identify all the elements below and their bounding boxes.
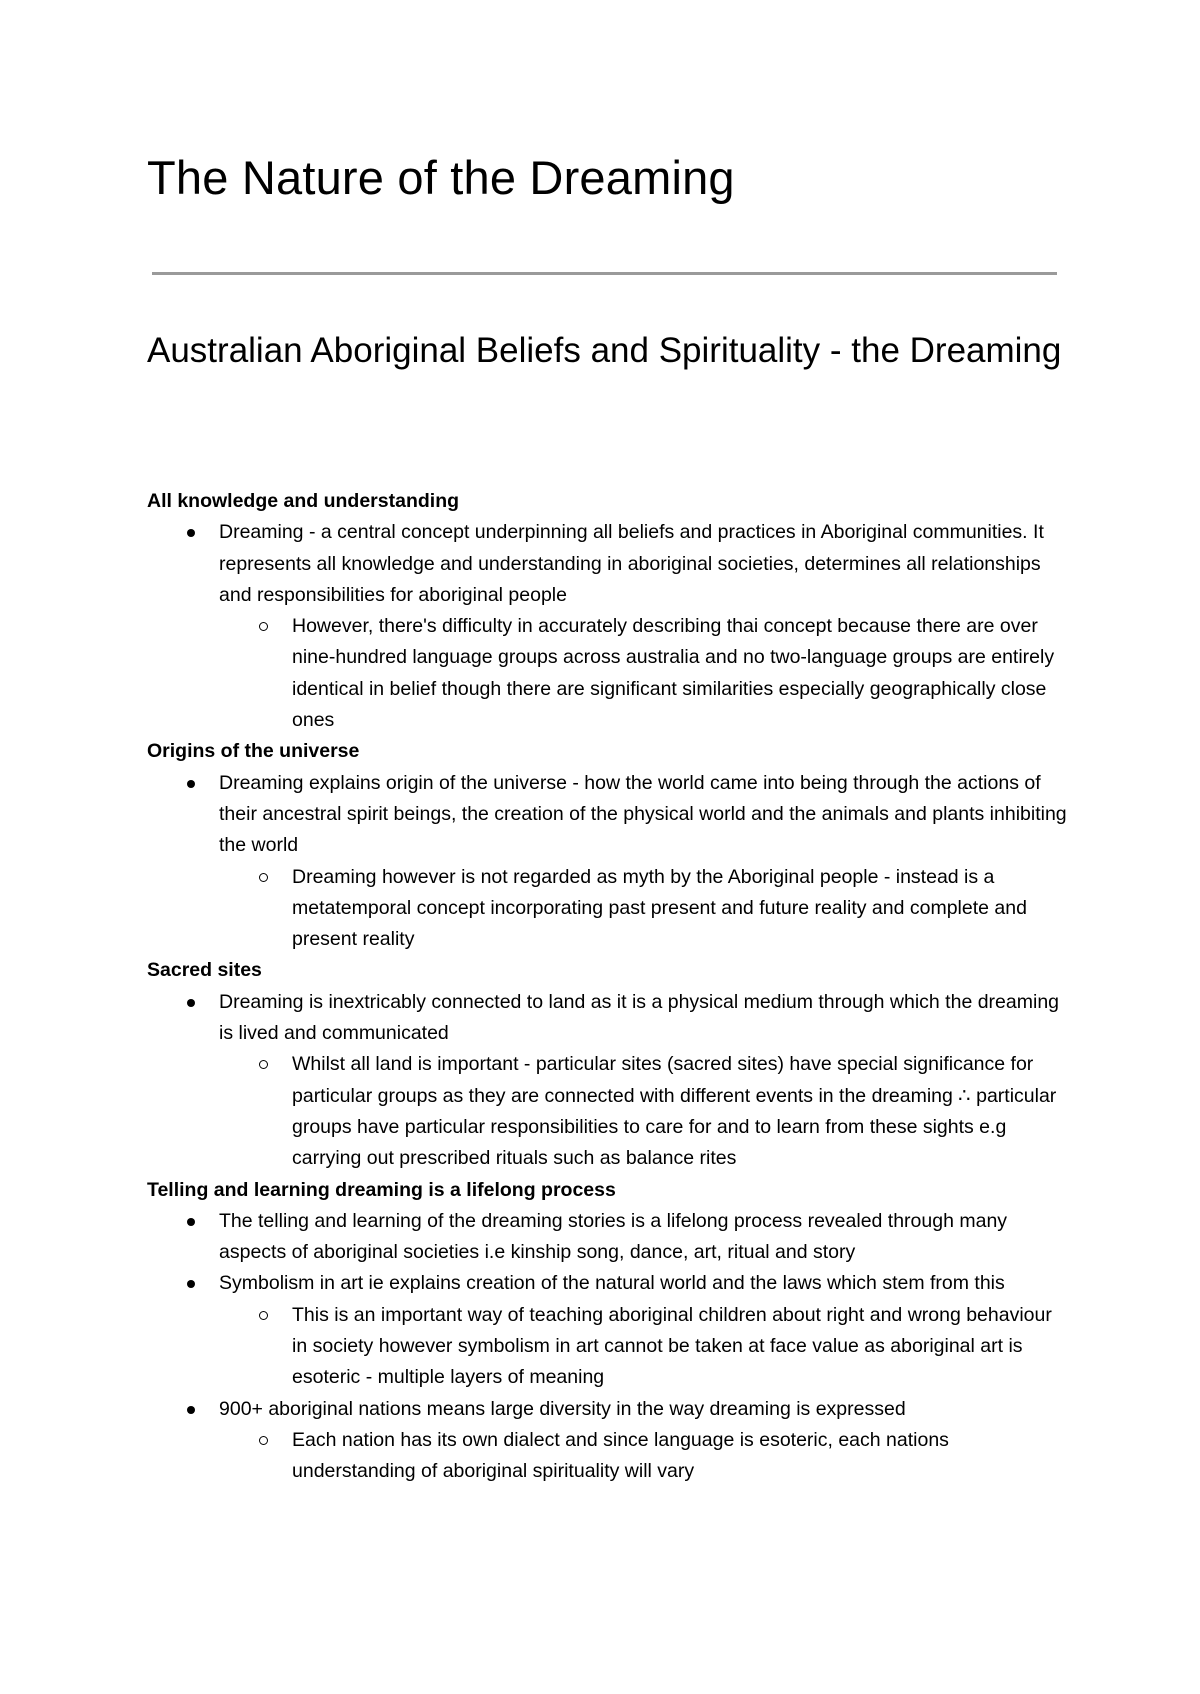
sub-list-item-text: Each nation has its own dialect and since language is esoteric, each nations understanding of aboriginal spirituality will vary: [292, 1428, 949, 1483]
sub-list-item: [292, 611, 1072, 736]
bullet-list: [147, 517, 1072, 736]
hollow-bullet-icon: [259, 622, 268, 631]
notes-body: [147, 486, 1072, 1488]
list-item: [219, 987, 1072, 1175]
bullet-list: [147, 987, 1072, 1175]
hollow-bullet-icon: [259, 1060, 268, 1069]
list-item: [219, 517, 1072, 736]
sub-list-item-text: Dreaming however is not regarded as myth by the Aboriginal people - instead is a metatemporal concept incorporating past present and future reality and complete and present reality: [292, 865, 1027, 951]
list-item: [219, 1394, 1072, 1488]
subsection-heading: Origins of the universe: [147, 740, 360, 763]
filled-bullet-icon: [187, 1280, 195, 1288]
bullet-list: [147, 1206, 1072, 1488]
list-item-text: Symbolism in art ie explains creation of the natural world and the laws which stem from this: [219, 1272, 1005, 1295]
hollow-bullet-icon: [259, 873, 268, 882]
filled-bullet-icon: [187, 529, 195, 537]
sub-list-item: [292, 1300, 1072, 1394]
sub-list-item-text: This is an important way of teaching aboriginal children about right and wrong behaviour in society however symbolism in art cannot be taken at face value as aboriginal art is esoteric - multiple layers of meaning: [292, 1303, 1052, 1389]
list-item: [219, 768, 1072, 956]
list-item-text: 900+ aboriginal nations means large diversity in the way dreaming is expressed: [219, 1397, 906, 1420]
list-item-text: Dreaming explains origin of the universe - how the world came into being through the actions of their ancestral spirit beings, the creation of the physical world and the animals and plants inhibiting the world: [219, 771, 1067, 857]
filled-bullet-icon: [187, 1218, 195, 1226]
sub-list-item: [292, 1425, 1072, 1488]
filled-bullet-icon: [187, 1406, 195, 1414]
sub-list-item: [292, 862, 1072, 956]
sub-bullet-list: [219, 1300, 1072, 1394]
sub-list-item-text: However, there's difficulty in accurately describing thai concept because there are over nine-hundred language groups across australia and no two-language groups are entirely identical in belief though there are significant similarities especially geographically close ones: [292, 615, 1055, 732]
subsection-heading: Telling and learning dreaming is a lifelong process: [147, 1178, 616, 1201]
subsection-heading: All knowledge and understanding: [147, 490, 460, 512]
horizontal-divider: [152, 272, 1057, 275]
sub-bullet-list: [219, 1049, 1072, 1174]
filled-bullet-icon: [187, 999, 195, 1007]
sub-bullet-list: [219, 1425, 1072, 1488]
list-item: [219, 1268, 1072, 1393]
list-item-text: The telling and learning of the dreaming stories is a lifelong process revealed through many aspects of aboriginal societies i.e kinship song, dance, art, ritual and story: [219, 1209, 1008, 1264]
section-heading: Australian Aboriginal Beliefs and Spirituality - the Dreaming: [147, 331, 1062, 370]
document-title: The Nature of the Dreaming: [147, 151, 735, 204]
hollow-bullet-icon: [259, 1436, 268, 1445]
hollow-bullet-icon: [259, 1311, 268, 1320]
filled-bullet-icon: [187, 780, 195, 788]
sub-list-item-text: Whilst all land is important - particular sites (sacred sites) have special significance for particular groups as they are connected with different events in the dreaming ∴ particular groups have particular responsibilities to care for and to learn from these sights e.g carrying out prescribed rituals such as balance rites: [292, 1053, 1057, 1170]
sub-bullet-list: [219, 611, 1072, 736]
list-item-text: Dreaming - a central concept underpinning all beliefs and practices in Aboriginal communities. It represents all knowledge and understanding in aboriginal societies, determines all relationships and responsibilities for aboriginal people: [219, 521, 1044, 606]
list-item-text: Dreaming is inextricably connected to land as it is a physical medium through which the dreaming is lived and communicated: [219, 990, 1060, 1045]
sub-bullet-list: [219, 862, 1072, 956]
sub-list-item: [292, 1049, 1072, 1174]
list-item: [219, 1206, 1072, 1269]
bullet-list: [147, 768, 1072, 956]
subsection-heading: Sacred sites: [147, 959, 262, 982]
